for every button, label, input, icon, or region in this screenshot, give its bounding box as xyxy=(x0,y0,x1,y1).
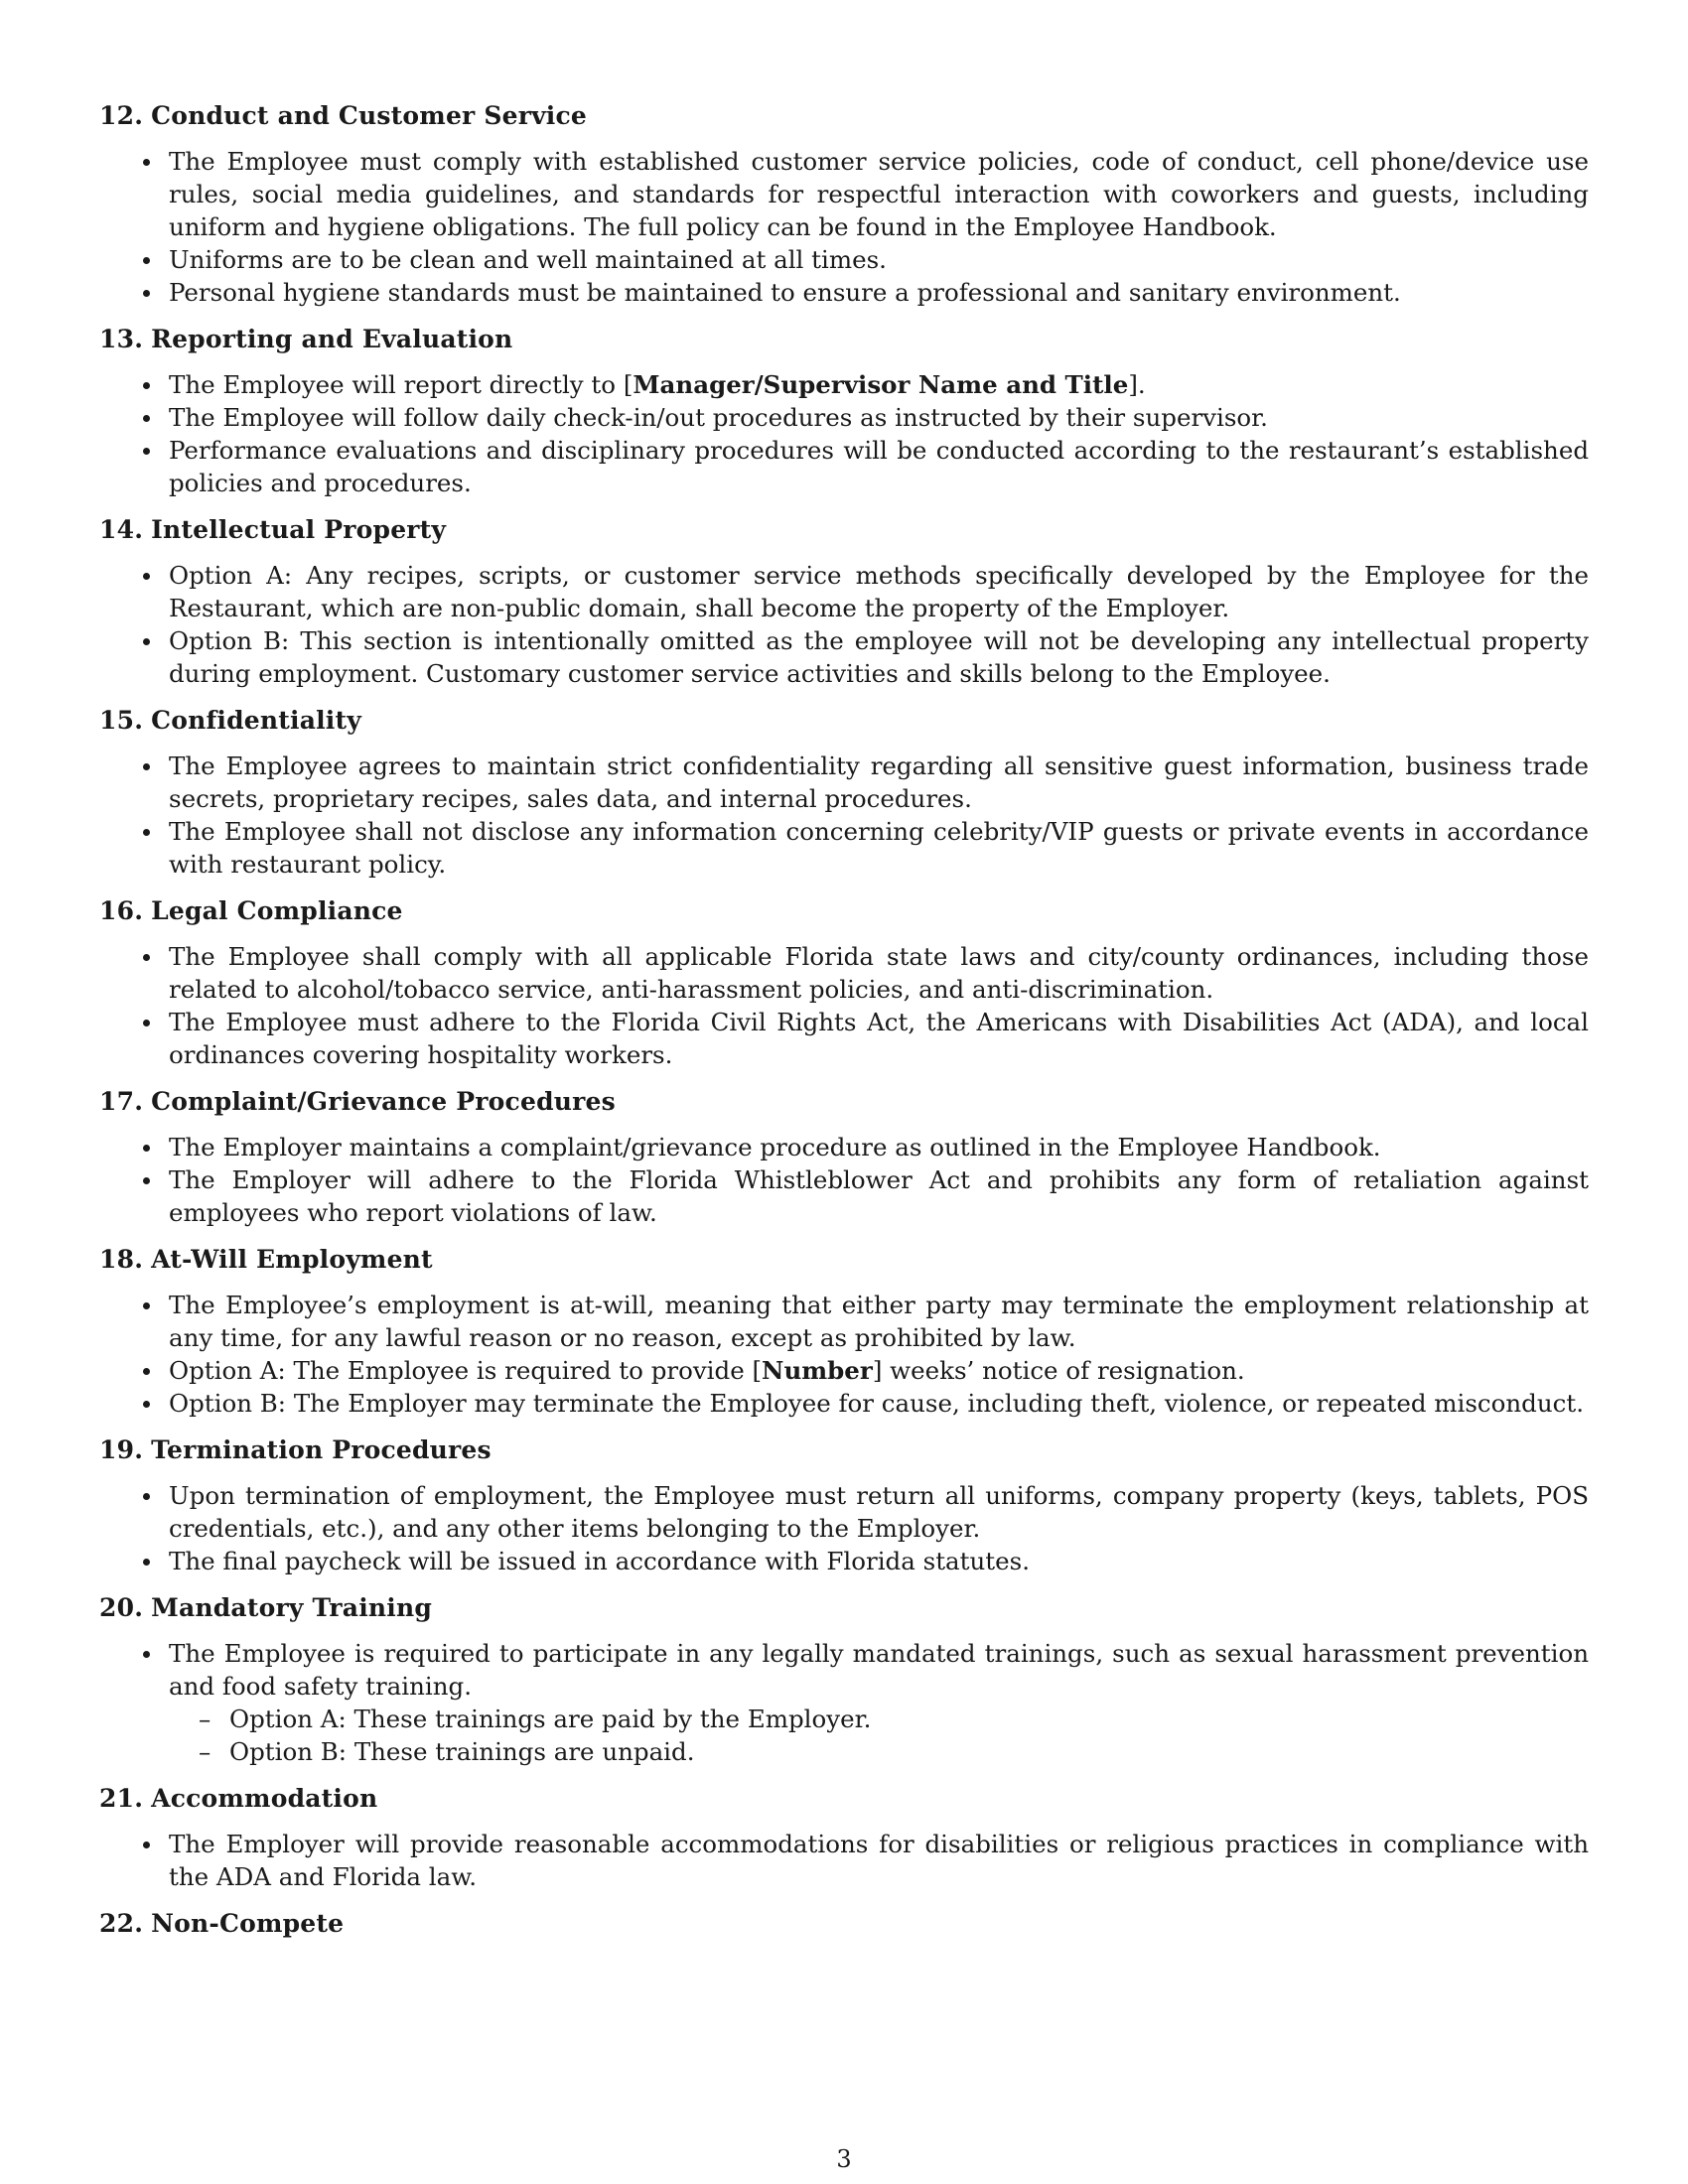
section-non-compete xyxy=(99,1907,1589,1941)
list-item: Option A: Any recipes, scripts, or customer service methods specifically developed by the Employee for the Restaurant, which are non-public domain, shall become the property of the Employer. xyxy=(99,559,1589,624)
section-title: Reporting and Evaluation xyxy=(151,325,513,353)
list-item: The Employee shall not disclose any information concerning celebrity/VIP guests or private events in accordance with restaurant policy. xyxy=(99,815,1589,881)
list-item: The Employee’s employment is at-will, meaning that either party may terminate the employment relationship at any time, for any lawful reason or no reason, except as prohibited by law. xyxy=(99,1289,1589,1354)
bullet-list xyxy=(99,750,1589,881)
bullet-list xyxy=(99,1828,1589,1893)
section-title: Legal Compliance xyxy=(151,896,403,925)
section-legal-compliance xyxy=(99,894,1589,1071)
list-item: The Employee must comply with established customer service policies, code of conduct, cell phone/device use rules, social media guidelines, and standards for respectful interaction with coworkers and guests, including uniform and hygiene obligations. The full policy can be found in the Employee Handbook. xyxy=(99,145,1589,243)
section-intellectual-property xyxy=(99,513,1589,690)
section-heading xyxy=(99,99,1589,133)
section-title: Non-Compete xyxy=(151,1909,345,1938)
text-segment: The Employee will report directly to [ xyxy=(169,370,633,399)
section-number: 13. xyxy=(99,325,144,353)
list-item: Option B: This section is intentionally omitted as the employee will not be developing any intellectual property during employment. Customary customer service activities and skills belong to the Employee. xyxy=(99,624,1589,690)
placeholder-manager-name: Manager/Supervisor Name and Title xyxy=(633,370,1129,399)
sub-list-item: – Option B: These trainings are unpaid. xyxy=(169,1735,1589,1768)
section-confidentiality xyxy=(99,704,1589,881)
bullet-list xyxy=(99,559,1589,690)
section-number: 15. xyxy=(99,706,144,735)
bullet-list xyxy=(99,1131,1589,1229)
list-item: Option B: The Employer may terminate the Employee for cause, including theft, violence, or repeated misconduct. xyxy=(99,1387,1589,1420)
bullet-list xyxy=(99,940,1589,1071)
section-heading xyxy=(99,1433,1589,1467)
list-item: The Employee will follow daily check-in/out procedures as instructed by their supervisor. xyxy=(99,401,1589,434)
section-title: Complaint/Grievance Procedures xyxy=(151,1087,616,1116)
section-reporting-evaluation xyxy=(99,323,1589,499)
list-item xyxy=(99,1637,1589,1768)
text-segment: ] weeks’ notice of resignation. xyxy=(872,1356,1245,1385)
list-item xyxy=(99,1354,1589,1387)
section-termination-procedures xyxy=(99,1433,1589,1577)
list-item: Upon termination of employment, the Employee must return all uniforms, company property (keys, tablets, POS credentials, etc.), and any other items belonging to the Employer. xyxy=(99,1479,1589,1545)
section-title: Mandatory Training xyxy=(151,1593,433,1622)
bullet-list xyxy=(99,1289,1589,1420)
section-heading xyxy=(99,1243,1589,1277)
list-item: The final paycheck will be issued in accordance with Florida statutes. xyxy=(99,1545,1589,1577)
section-title: At-Will Employment xyxy=(151,1245,433,1274)
page-number: 3 xyxy=(836,2145,852,2173)
section-heading xyxy=(99,894,1589,928)
document-body xyxy=(99,99,1589,1955)
section-title: Termination Procedures xyxy=(151,1435,492,1464)
section-accommodation xyxy=(99,1782,1589,1893)
section-heading xyxy=(99,704,1589,738)
bullet-list xyxy=(99,368,1589,499)
text-segment: ]. xyxy=(1128,370,1146,399)
section-mandatory-training xyxy=(99,1591,1589,1768)
bullet-list xyxy=(99,1637,1589,1768)
list-item: Personal hygiene standards must be maintained to ensure a professional and sanitary environment. xyxy=(99,276,1589,309)
list-item-text: The Employee is required to participate in any legally mandated trainings, such as sexual harassment prevention and food safety training. xyxy=(169,1639,1589,1701)
section-number: 20. xyxy=(99,1593,144,1622)
section-complaint-grievance xyxy=(99,1085,1589,1229)
section-title: Conduct and Customer Service xyxy=(151,101,588,130)
section-title: Accommodation xyxy=(151,1784,378,1813)
sub-list-item: – Option A: These trainings are paid by the Employer. xyxy=(169,1703,1589,1735)
section-number: 21. xyxy=(99,1784,144,1813)
placeholder-number: Number xyxy=(762,1356,873,1385)
section-number: 22. xyxy=(99,1909,144,1938)
list-item: The Employer maintains a complaint/grievance procedure as outlined in the Employee Handbook. xyxy=(99,1131,1589,1163)
section-heading xyxy=(99,1782,1589,1816)
list-item: Uniforms are to be clean and well maintained at all times. xyxy=(99,243,1589,276)
section-conduct-customer-service xyxy=(99,99,1589,309)
section-at-will-employment xyxy=(99,1243,1589,1420)
section-title: Confidentiality xyxy=(151,706,361,735)
section-number: 14. xyxy=(99,515,144,544)
list-item: The Employee must adhere to the Florida Civil Rights Act, the Americans with Disabilities Act (ADA), and local ordinances covering hospitality workers. xyxy=(99,1006,1589,1071)
bullet-list xyxy=(99,1479,1589,1577)
list-item: The Employee shall comply with all applicable Florida state laws and city/county ordinances, including those related to alcohol/tobacco service, anti-harassment policies, and anti-discrimination. xyxy=(99,940,1589,1006)
section-heading xyxy=(99,1907,1589,1941)
list-item: Performance evaluations and disciplinary procedures will be conducted according to the restaurant’s established policies and procedures. xyxy=(99,434,1589,499)
section-heading xyxy=(99,1085,1589,1119)
list-item: The Employee agrees to maintain strict confidentiality regarding all sensitive guest information, business trade secrets, proprietary recipes, sales data, and internal procedures. xyxy=(99,750,1589,815)
sub-bullet-list xyxy=(169,1703,1589,1768)
section-heading xyxy=(99,513,1589,547)
section-title: Intellectual Property xyxy=(151,515,447,544)
list-item: The Employer will provide reasonable accommodations for disabilities or religious practices in compliance with the ADA and Florida law. xyxy=(99,1828,1589,1893)
text-segment: Option A: The Employee is required to provide [ xyxy=(169,1356,763,1385)
section-number: 17. xyxy=(99,1087,144,1116)
section-number: 18. xyxy=(99,1245,144,1274)
bullet-list xyxy=(99,145,1589,309)
section-heading xyxy=(99,1591,1589,1625)
section-heading xyxy=(99,323,1589,356)
list-item: The Employer will adhere to the Florida Whistleblower Act and prohibits any form of retaliation against employees who report violations of law. xyxy=(99,1163,1589,1229)
section-number: 16. xyxy=(99,896,144,925)
section-number: 12. xyxy=(99,101,144,130)
section-number: 19. xyxy=(99,1435,144,1464)
list-item xyxy=(99,368,1589,401)
